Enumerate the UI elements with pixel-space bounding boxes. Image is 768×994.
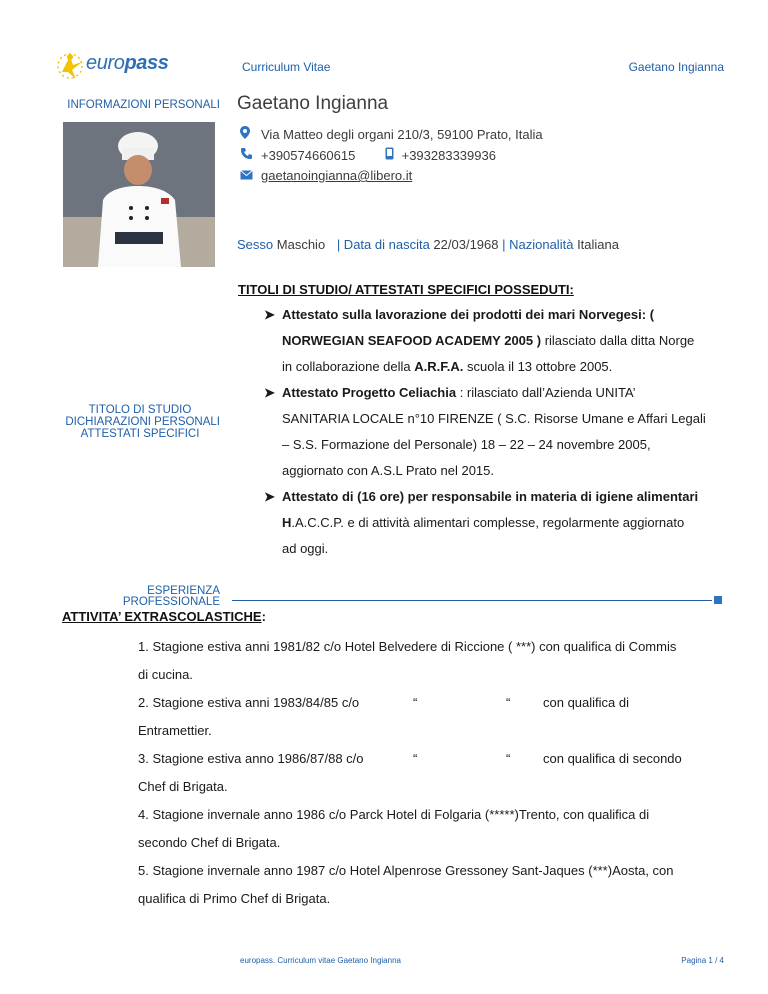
item-2-text: : rilasciato dall’Azienda UNITA’: [456, 385, 636, 400]
activity-2-cont: Entramettier.: [138, 723, 212, 738]
location-pin-icon: [240, 126, 255, 142]
email-link[interactable]: gaetanoingianna@libero.it: [261, 168, 413, 183]
address: Via Matteo degli organi 210/3, 59100 Prato, Italia: [261, 127, 543, 142]
arrow-bullet-icon: ➤: [264, 489, 275, 504]
titles-side-label: [60, 404, 220, 440]
side-label-2: DICHIARAZIONI PERSONALI: [65, 416, 220, 428]
activities-heading-colon: :: [261, 609, 266, 624]
phone[interactable]: +390574660615: [261, 148, 356, 163]
item-3-title: Attestato di (16 ore) per responsabile in materia di igiene alimentari: [282, 489, 699, 504]
item-1-title: Attestato sulla lavorazione dei prodotti dei mari Norvegesi: (: [282, 307, 655, 322]
attestato-item-2: [264, 380, 734, 484]
attestato-item-1: [264, 302, 734, 380]
mobile-phone-icon: [385, 147, 396, 163]
birth-value: 22/03/1968: [433, 237, 499, 252]
phone-line: [240, 147, 496, 163]
nationality-value: Italiana: [577, 237, 619, 252]
activity-1-cont: di cucina.: [138, 667, 193, 682]
profile-photo: [63, 122, 215, 267]
phone-icon: [240, 147, 255, 163]
logo-euro: euro: [86, 52, 125, 74]
europass-logo: [52, 48, 172, 84]
mobile-phone[interactable]: +393283339936: [401, 148, 496, 163]
arrow-bullet-icon: ➤: [264, 385, 275, 400]
footer-doc-name: europass. Curriculum vitae Gaetano Ingianna: [240, 956, 401, 965]
sex-label: Sesso: [237, 237, 274, 252]
item-3-h: H: [282, 515, 292, 530]
address-line: [240, 126, 543, 142]
activities-heading: ATTIVITA’ EXTRASCOLASTICHE: [62, 609, 262, 624]
sex-value: Maschio: [276, 237, 326, 252]
activity-2: [138, 689, 738, 717]
experience-label: [123, 586, 220, 608]
divider-end-square: [714, 596, 722, 604]
activity-3: [138, 745, 738, 773]
item-2-line-2: SANITARIA LOCALE n°10 FIRENZE ( S.C. Risorse Umane e Affari Legali: [282, 411, 706, 426]
activity-4-cont: secondo Chef di Brigata.: [138, 835, 281, 850]
ditto-mark: “: [413, 695, 418, 710]
doc-title: Curriculum Vitae: [242, 60, 331, 74]
item-2-line-4: aggiornato con A.S.L Prato nel 2015.: [282, 463, 495, 478]
logo-pass: pass: [124, 52, 169, 74]
ditto-mark: “: [506, 695, 511, 710]
personal-section-label: INFORMAZIONI PERSONALI: [67, 99, 220, 111]
activity-2-role: con qualifica di: [543, 695, 629, 710]
item-1-text: rilasciato dalla ditta Norge: [541, 333, 695, 348]
ditto-mark: “: [506, 751, 511, 766]
item-3-text: .A.C.C.P. e di attività alimentari complesse, regolarmente aggiornato: [291, 515, 685, 530]
personal-details: [237, 237, 619, 252]
ditto-mark: “: [413, 751, 418, 766]
experience-label-2: PROFESSIONALE: [122, 596, 220, 608]
activity-3-role: con qualifica di secondo: [543, 751, 682, 766]
activity-3-text: 3. Stagione estiva anno 1986/87/88 c/o: [138, 751, 364, 766]
header-owner: Gaetano Ingianna: [628, 60, 724, 74]
experience-label-1: ESPERIENZA: [147, 585, 220, 597]
activity-5: 5. Stagione invernale anno 1987 c/o Hotel Alpenrose Gressoney Sant-Jaques (***)Aosta, con: [138, 863, 674, 878]
full-name: Gaetano Ingianna: [237, 93, 389, 114]
activity-1: 1. Stagione estiva anni 1981/82 c/o Hotel Belvedere di Riccione ( ***) con qualifica di Commis: [138, 639, 677, 654]
activity-4: 4. Stagione invernale anno 1986 c/o Parck Hotel di Folgaria (*****)Trento, con qualifica di: [138, 807, 650, 822]
email-icon: [240, 169, 255, 183]
side-label-1: TITOLO DI STUDIO: [88, 404, 192, 416]
activities-heading-line: [62, 609, 266, 624]
birth-label: | Data di nascita: [336, 237, 430, 252]
item-3-line-3: ad oggi.: [282, 541, 329, 556]
nationality-label: | Nazionalità: [502, 237, 574, 252]
side-label-3: ATTESTATI SPECIFICI: [80, 428, 200, 440]
page-number: Pagina 1 / 4: [681, 956, 724, 965]
section-divider: [232, 600, 712, 601]
titles-heading: TITOLI DI STUDIO/ ATTESTATI SPECIFICI POSSEDUTI:: [238, 282, 574, 297]
activity-5-cont: qualifica di Primo Chef di Brigata.: [138, 891, 331, 906]
item-1-text-3: scuola il 13 ottobre 2005.: [463, 359, 613, 374]
item-2-line-3: – S.S. Formazione del Personale) 18 – 22 – 24 novembre 2005,: [282, 437, 651, 452]
item-1-text-2: in collaborazione della: [282, 359, 415, 374]
europass-star-icon: [52, 50, 88, 82]
arrow-bullet-icon: ➤: [264, 307, 275, 322]
item-1-academy: NORWEGIAN SEAFOOD ACADEMY 2005 ): [282, 333, 542, 348]
attestato-item-3: [264, 484, 734, 562]
activities-list: [138, 633, 738, 913]
item-1-arfa: A.R.F.A.: [414, 359, 464, 374]
activity-3-cont: Chef di Brigata.: [138, 779, 228, 794]
item-2-title: Attestato Progetto Celiachia: [282, 385, 457, 400]
email-line: [240, 168, 412, 183]
activity-2-text: 2. Stagione estiva anni 1983/84/85 c/o: [138, 695, 360, 710]
